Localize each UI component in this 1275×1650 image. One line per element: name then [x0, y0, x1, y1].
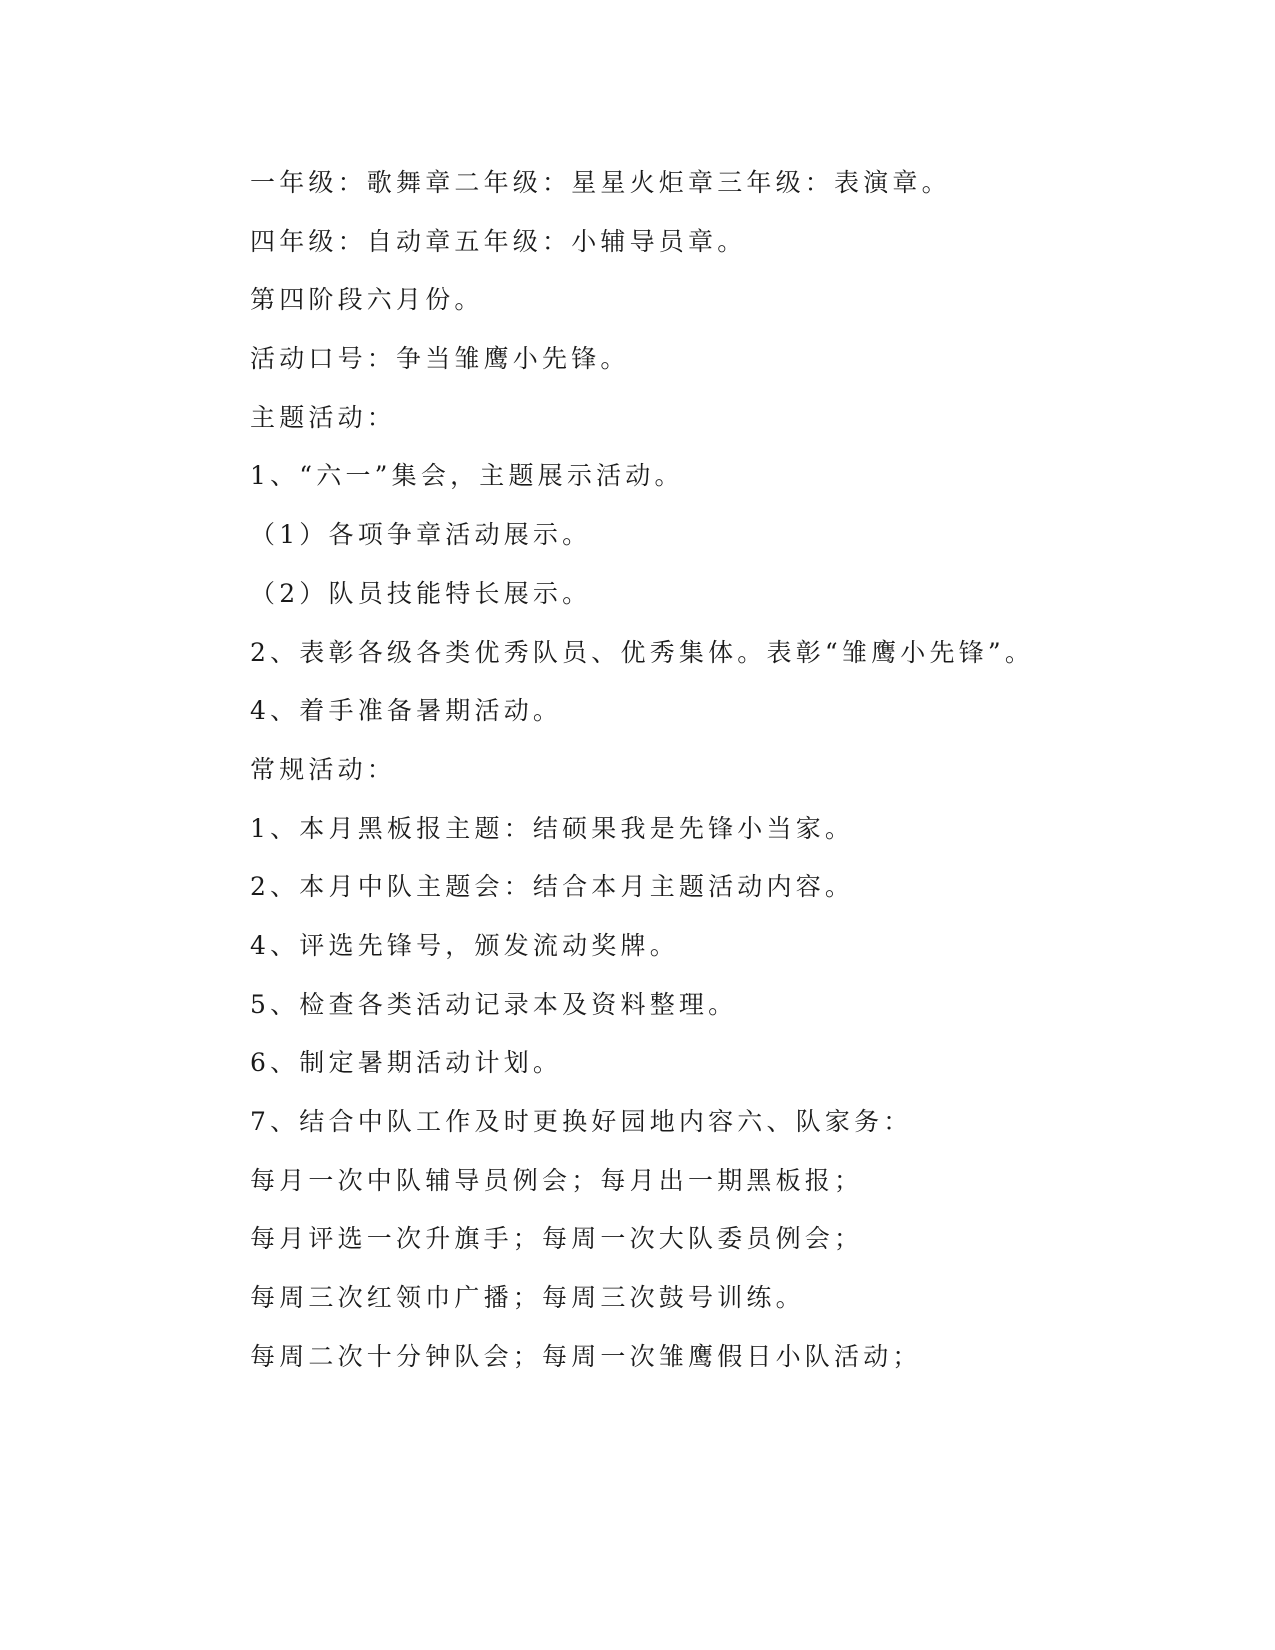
text-line: 每周三次红领巾广播；每周三次鼓号训练。 — [250, 1283, 805, 1313]
text-line: 每周二次十分钟队会；每周一次雏鹰假日小队活动； — [250, 1341, 922, 1371]
text-line: 每月一次中队辅导员例会；每月出一期黑板报； — [250, 1165, 864, 1195]
text-line: 每月评选一次升旗手；每周一次大队委员例会； — [250, 1224, 864, 1254]
text-line: 5、检查各类活动记录本及资料整理。 — [250, 989, 738, 1019]
text-line: 4、评选先锋号，颁发流动奖牌。 — [250, 930, 679, 960]
text-line: 1、本月黑板报主题：结硕果我是先锋小当家。 — [250, 813, 855, 843]
document-body — [250, 160, 1050, 1392]
text-line: 2、表彰各级各类优秀队员、优秀集体。表彰“雏鹰小先锋”。 — [250, 637, 1035, 667]
text-line: 7、结合中队工作及时更换好园地内容六、队家务： — [250, 1107, 913, 1136]
text-line: 1、“六一”集会，主题展示活动。 — [250, 461, 684, 491]
text-line: 四年级：自动章五年级：小辅导员章。 — [250, 226, 747, 256]
section-heading: 常规活动： — [250, 754, 397, 784]
text-line: 活动口号：争当雏鹰小先锋。 — [250, 344, 630, 374]
text-line: 4、着手准备暑期活动。 — [250, 696, 563, 726]
text-line: （2）队员技能特长展示。 — [250, 578, 592, 608]
text-line: 2、本月中队主题会：结合本月主题活动内容。 — [250, 872, 855, 902]
text-line: （1）各项争章活动展示。 — [250, 520, 592, 550]
text-line: 6、制定暑期活动计划。 — [250, 1048, 563, 1078]
section-heading: 主题活动： — [250, 402, 397, 432]
text-line: 第四阶段六月份。 — [250, 285, 484, 315]
text-line: 一年级：歌舞章二年级：星星火炬章三年级：表演章。 — [250, 168, 951, 197]
